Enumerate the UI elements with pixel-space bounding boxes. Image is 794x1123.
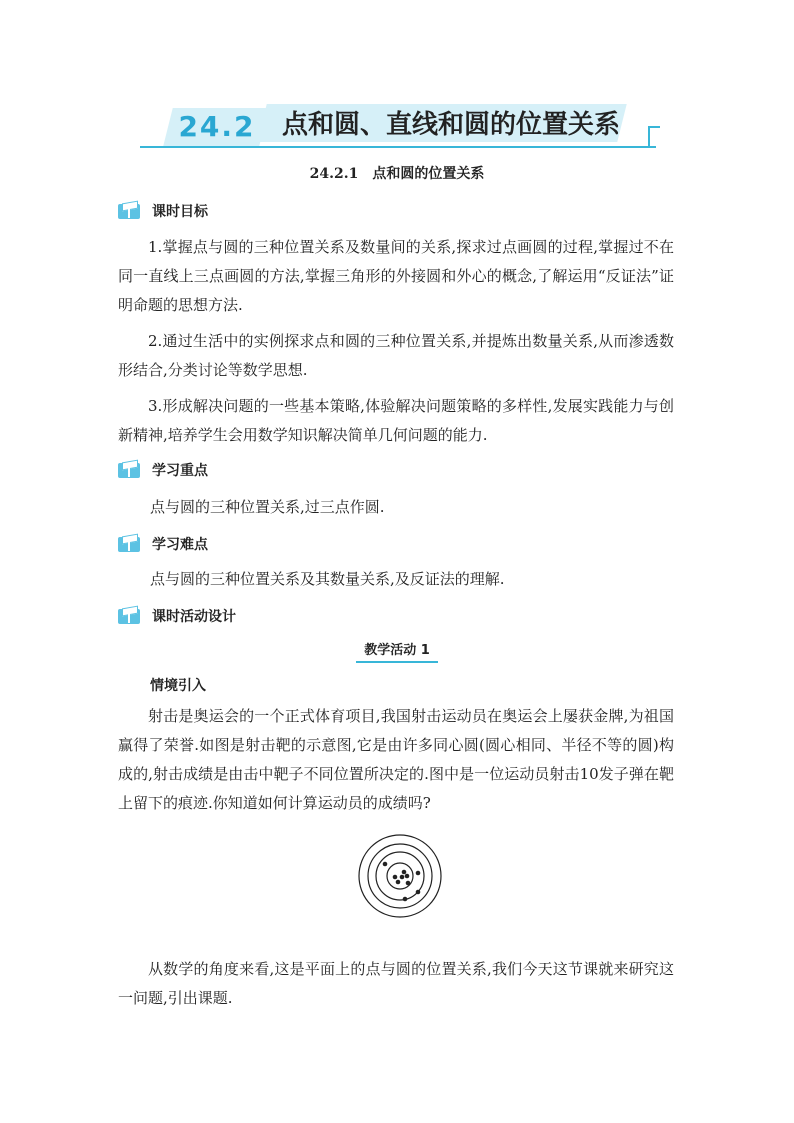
objective-item-1: 1.掌握点与圆的三种位置关系及数量间的关系,探求过点画圆的过程,掌握过不在同一直线上三点画圆的方法,掌握三角形的外接圆和外心的概念,了解运用“反证法”证明命题的思想方法. <box>118 238 674 314</box>
bullet-hole <box>405 874 410 879</box>
section-title: 学习难点 <box>152 537 208 553</box>
banner-line-corner <box>648 126 650 148</box>
banner-line-corner-tip <box>648 126 660 128</box>
chapter-banner <box>140 100 660 156</box>
bullet-hole <box>402 870 407 875</box>
shooting-target-figure <box>357 833 443 919</box>
key-points-text: 点与圆的三种位置关系,过三点作圆. <box>150 498 385 516</box>
difficulties-text: 点与圆的三种位置关系及其数量关系,及反证法的理解. <box>150 570 505 588</box>
bullet-hole <box>396 880 401 885</box>
bullet-hole <box>403 897 408 902</box>
book-icon <box>118 461 140 479</box>
bullet-hole <box>416 871 421 876</box>
section-title: 学习重点 <box>152 463 208 479</box>
intro-paragraph: 射击是奥运会的一个正式体育项目,我国射击运动员在奥运会上屡获金牌,为祖国赢得了荣誉.如图是射击靶的示意图,它是由许多同心圆(圆心相同、半径不等的圆)构成的,射击成绩是由击中靶子不同位置所决定的.图中是一位运动员射击10发子弹在靶上留下的痕迹.你知道如何计算运动员的成绩吗? <box>118 707 674 812</box>
intro-label: 情境引入 <box>150 678 206 694</box>
book-icon <box>118 535 140 553</box>
lesson-title: 点和圆的位置关系 <box>372 166 485 182</box>
section-activity-design <box>118 605 236 627</box>
bullet-hole <box>406 881 411 886</box>
lesson-number: 24.2.1 <box>309 166 359 182</box>
section-key-points <box>118 459 208 481</box>
objective-item-3: 3.形成解决问题的一些基本策略,体验解决问题策略的多样性,发展实践能力与创新精神,培养学生会用数学知识解决简单几何问题的能力. <box>118 397 674 444</box>
section-title: 课时活动设计 <box>152 609 236 625</box>
activity-label: 教学活动 1 <box>356 639 438 663</box>
chapter-title: 点和圆、直线和圆的位置关系 <box>282 110 621 140</box>
book-icon <box>118 202 140 220</box>
bullet-hole <box>400 875 405 880</box>
section-title: 课时目标 <box>152 204 208 220</box>
objective-item-2: 2.通过生活中的实例探求点和圆的三种位置关系,并提炼出数量关系,从而渗透数形结合,分类讨论等数学思想. <box>118 332 674 379</box>
banner-underline <box>140 146 656 148</box>
bullet-hole <box>416 890 421 895</box>
section-difficulties <box>118 533 208 555</box>
closing-paragraph: 从数学的角度来看,这是平面上的点与圆的位置关系,我们今天这节课就来研究这一问题,引出课题. <box>118 960 674 1007</box>
section-objectives <box>118 200 208 222</box>
book-icon <box>118 607 140 625</box>
bullet-hole <box>393 875 398 880</box>
activity-heading <box>0 639 794 663</box>
section-number: 24.2 <box>178 110 256 143</box>
bullet-hole <box>383 862 388 867</box>
lesson-subheading <box>0 163 794 183</box>
